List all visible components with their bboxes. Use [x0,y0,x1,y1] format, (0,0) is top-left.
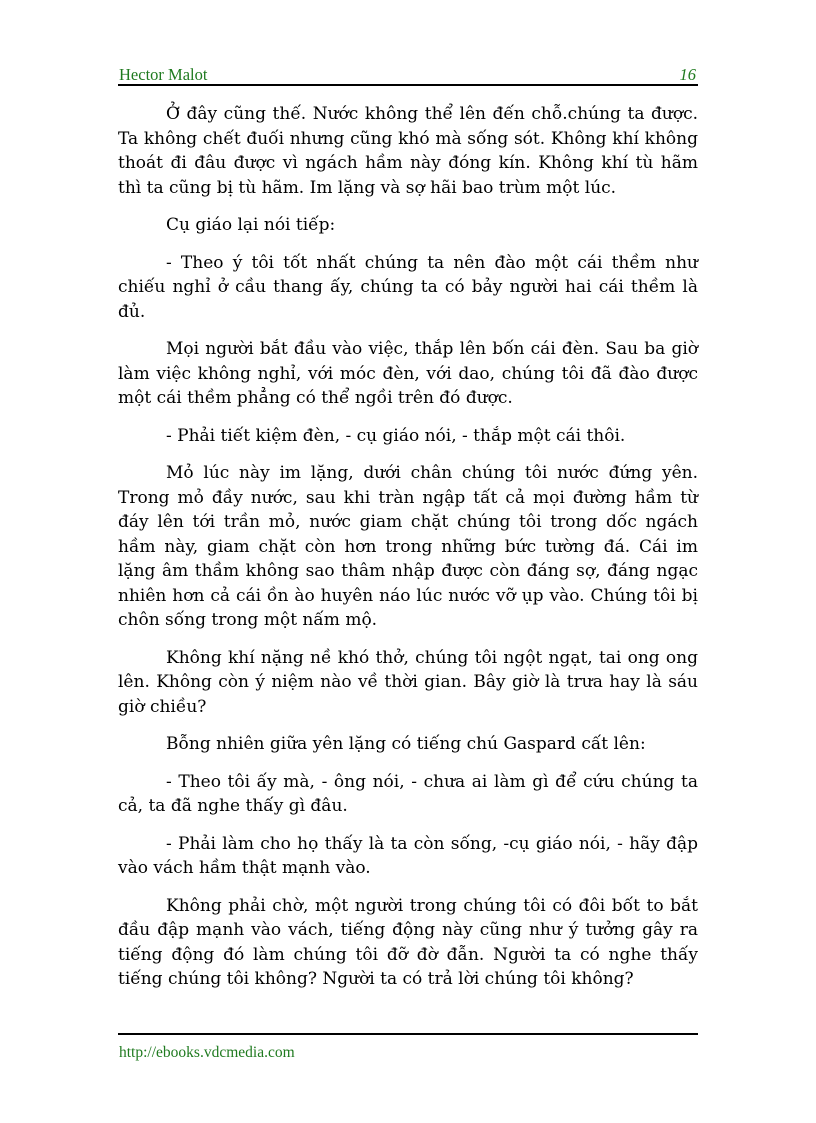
page-header [118,62,698,86]
footer-divider [118,1033,698,1035]
paragraph: Không khí nặng nề khó thở, chúng tôi ngột ngạt, tai ong ong lên. Không còn ý niệm nào về thời gian. Bây giờ là trưa hay là sáu giờ chiều? [118,647,698,717]
paragraph: - Theo ý tôi tốt nhất chúng ta nên đào một cái thềm như chiếu nghỉ ở cầu thang ấy, chúng ta có bảy người hai cái thềm là đủ. [118,252,698,322]
paragraph: Không phải chờ, một người trong chúng tôi có đôi bốt to bắt đầu đập mạnh vào vách, tiếng động này cũng như ý tưởng gây ra tiếng động đó làm chúng tôi đỡ đờ đẫn. Người ta có nghe thấy tiếng chúng tôi không? Người ta có trả lời chúng tôi không? [118,895,698,989]
header-author: Hector Malot [119,65,208,84]
paragraph: Bỗng nhiên giữa yên lặng có tiếng chú Gaspard cất lên: [166,734,646,754]
paragraph: - Theo tôi ấy mà, - ông nói, - chưa ai làm gì để cứu chúng ta cả, ta đã nghe thấy gì đâu. [118,771,698,816]
footer-url-link[interactable]: http://ebooks.vdcmedia.com [119,1044,295,1061]
page-number: 16 [679,65,696,84]
page-body [118,102,698,1005]
paragraph: Cụ giáo lại nói tiếp: [166,215,336,235]
paragraph: - Phải làm cho họ thấy là ta còn sống, -cụ giáo nói, - hãy đập vào vách hầm thật mạnh vào. [118,833,698,878]
paragraph: Mọi người bắt đầu vào việc, thắp lên bốn cái đèn. Sau ba giờ làm việc không nghỉ, với móc đèn, với dao, chúng tôi đã đào được một cái thềm phẳng có thể ngồi trên đó được. [118,339,698,408]
paragraph: Ở đây cũng thế. Nước không thể lên đến chỗ.chúng ta được. Ta không chết đuối nhưng cũng khó mà sống sót. Không khí không thoát đi đâu được vì ngách hầm này đóng kín. Không khí tù hãm thì ta cũng bị tù hãm. Im lặng và sợ hãi bao trùm một lúc. [118,104,698,198]
paragraph: - Phải tiết kiệm đèn, - cụ giáo nói, - thắp một cái thôi. [166,425,626,446]
paragraph: Mỏ lúc này im lặng, dưới chân chúng tôi nước đứng yên. Trong mỏ đầy nước, sau khi tràn ngập tất cả mọi đường hầm từ đáy lên tới trần mỏ, nước giam chặt chúng tôi trong dốc ngách hầm này, giam chặt còn hơn trong những bức tường đá. Cái im lặng âm thầm không sao thâm nhập được còn đáng sợ, đáng ngạc nhiên hơn cả cái ồn ào huyên náo lúc nước vỡ ụp vào. Chúng tôi bị chôn sống trong một nấm mộ. [118,463,698,630]
